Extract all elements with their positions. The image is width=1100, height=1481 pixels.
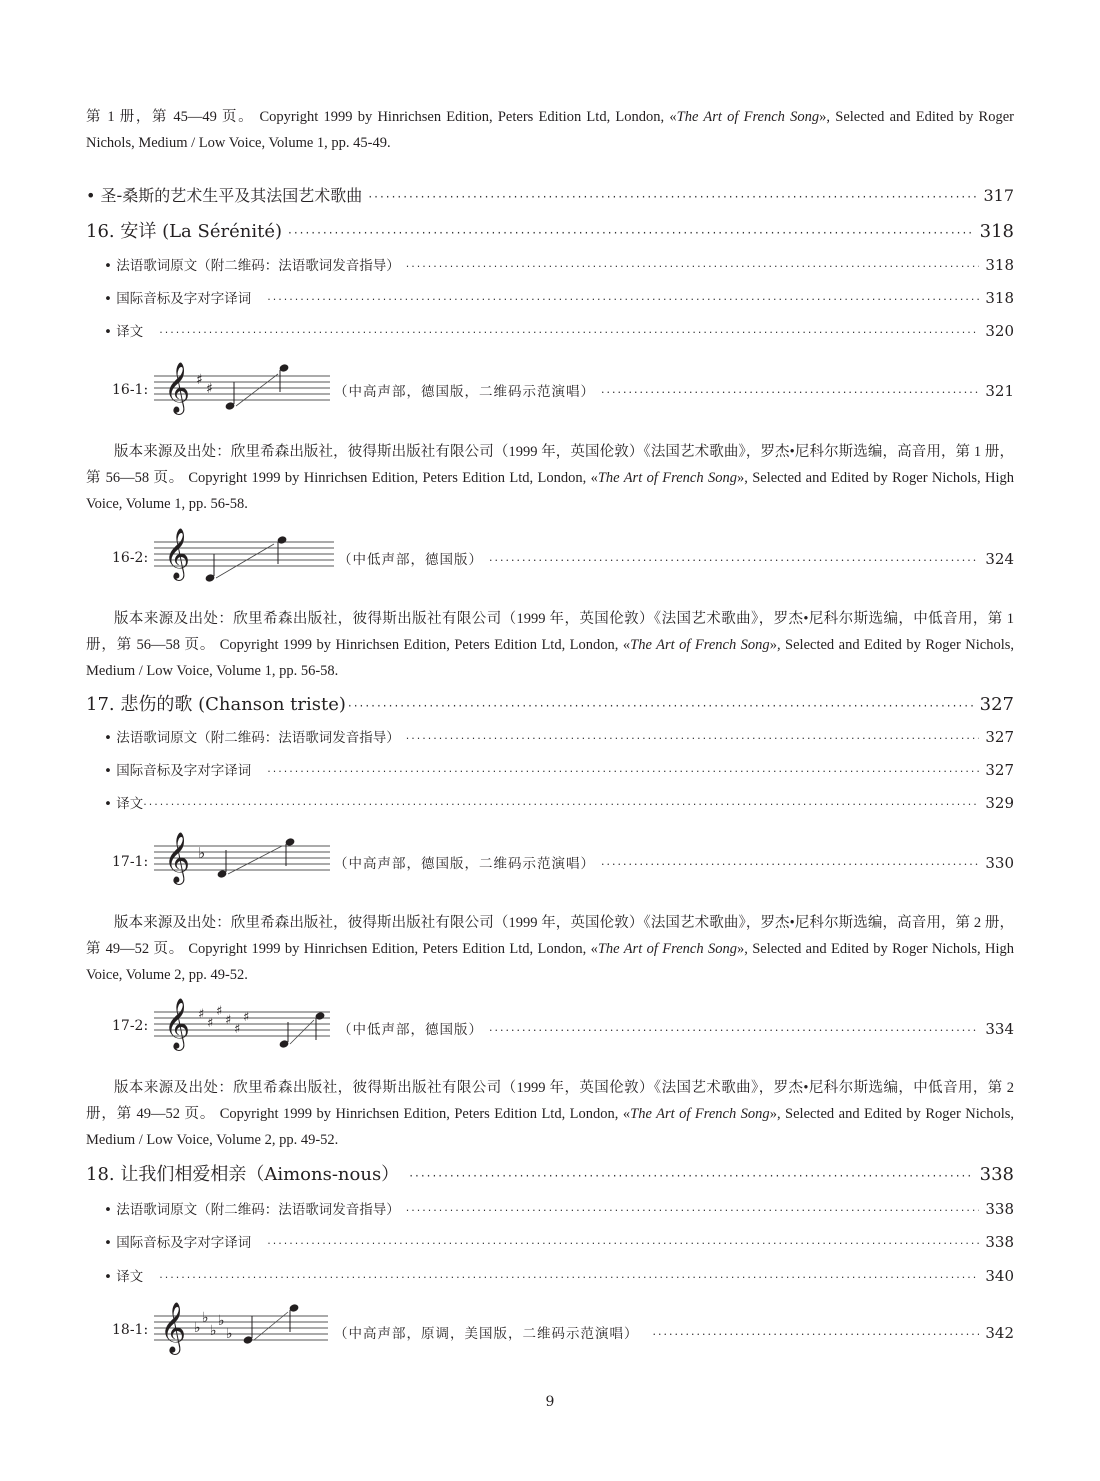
source-note-cn: 版本来源及出处：欣里希森出版社，彼得斯出版社有限公司（1999 年，英国伦敦）《法国艺术歌曲》，罗杰•尼科尔斯选编，高音用，第 2 册，第 49—52 页。 xyxy=(86,915,1014,957)
treble-clef-icon: 𝄞 xyxy=(164,362,191,413)
score-desc: （中高声部，原调，美国版，二维码示范演唱） xyxy=(334,1326,639,1342)
score-desc: （中低声部，德国版） xyxy=(338,552,483,568)
score-desc-row xyxy=(334,380,1014,400)
flat-icon: ♭ xyxy=(198,844,206,862)
flat-icon: ♭ xyxy=(226,1326,233,1342)
incipit-staff-16-2 xyxy=(154,522,334,588)
score-id: 17-2: xyxy=(112,1018,149,1034)
score-entry-17-1[interactable] xyxy=(112,828,1014,894)
incipit-staff-17-1 xyxy=(154,828,334,894)
sharp-icon: ♯ xyxy=(225,1013,232,1028)
toc-page-number: 324 xyxy=(985,550,1014,568)
leader-dots xyxy=(406,732,980,745)
toc-page-number: 342 xyxy=(985,1324,1014,1342)
toc-subitem[interactable] xyxy=(104,254,1014,274)
song-title: 16. 安详 (La Sérénité) xyxy=(86,221,282,242)
sharp-icon: ♯ xyxy=(196,372,203,388)
source-note-en: Copyright 1999 by Hinrichsen Edition, Peters Edition Ltd, London, « xyxy=(259,109,677,125)
subitem-label: • 法语歌词原文（附二维码：法语歌词发音指导） xyxy=(104,730,400,746)
incipit-staff-16-1 xyxy=(154,360,334,426)
source-note-book-title: The Art of French Song xyxy=(676,109,820,125)
subitem-label: • 国际音标及字对字译词 xyxy=(104,291,252,307)
source-note-en: Copyright 1999 by Hinrichsen Edition, Peters Edition Ltd, London, « xyxy=(188,941,598,957)
source-note-cn: 版本来源及出处：欣里希森出版社，彼得斯出版社有限公司（1999 年，英国伦敦）《法国艺术歌曲》，罗杰•尼科尔斯选编，高音用，第 1 册，第 56—58 页。 xyxy=(86,444,1014,486)
toc-page-number: 317 xyxy=(983,186,1014,205)
source-note-en: Copyright 1999 by Hinrichsen Edition, Peters Edition Ltd, London, « xyxy=(188,470,598,486)
toc-entry-saint-saens[interactable] xyxy=(86,183,1014,206)
leader-dots xyxy=(653,1328,980,1341)
score-desc: （中高声部，德国版，二维码示范演唱） xyxy=(334,384,595,400)
leader-dots xyxy=(601,386,979,399)
song-title: 18. 让我们相爱相亲（Aimons-nous） xyxy=(86,1164,400,1185)
toc-page-number: 334 xyxy=(985,1020,1014,1038)
toc-page-number: 338 xyxy=(985,1200,1014,1218)
treble-clef-icon: 𝄞 xyxy=(164,528,191,579)
leader-dots xyxy=(267,293,979,306)
score-desc-row xyxy=(334,1322,1014,1342)
source-note-cn: 版本来源及出处：欣里希森出版社，彼得斯出版社有限公司（1999 年，英国伦敦）《法国艺术歌曲》，罗杰•尼科尔斯选编，中低音用，第 1 册，第 56—58 页。 xyxy=(86,611,1014,653)
subitem-label: • 法语歌词原文（附二维码：法语歌词发音指导） xyxy=(104,1202,400,1218)
score-id: 16-2: xyxy=(112,550,149,566)
toc-page-number: 327 xyxy=(985,728,1014,746)
source-note-en-tail: », Selected and Edited by Roger Nichols, Medium / Low Voice, Volume 2, pp. 49-52. xyxy=(86,1106,1014,1148)
score-entry-17-2[interactable] xyxy=(112,994,1014,1060)
source-note-en-tail: », Selected and Edited by Roger Nichols, Medium / Low Voice, Volume 1, pp. 56-58. xyxy=(86,637,1014,679)
score-desc-row xyxy=(338,548,1014,568)
leader-dots xyxy=(601,858,979,871)
score-entry-18-1[interactable] xyxy=(112,1298,1014,1364)
score-entry-16-1[interactable] xyxy=(112,360,1014,426)
sharp-icon: ♯ xyxy=(243,1010,250,1025)
score-desc-row xyxy=(338,1018,1014,1038)
source-note-cn: 第 1 册，第 45—49 页。 xyxy=(86,109,255,125)
leader-dots xyxy=(348,699,974,713)
sharp-icon: ♯ xyxy=(198,1007,205,1022)
page-number: 9 xyxy=(545,1394,555,1410)
toc-subitem[interactable] xyxy=(104,320,1014,340)
sharp-icon: ♯ xyxy=(216,1004,223,1019)
source-note-book-title: The Art of French Song xyxy=(630,637,770,653)
sharp-icon: ♯ xyxy=(234,1022,241,1037)
toc-subitem[interactable] xyxy=(104,726,1014,746)
subitem-label: • 法语歌词原文（附二维码：法语歌词发音指导） xyxy=(104,258,400,274)
subitem-label: • 译文 xyxy=(104,324,144,340)
toc-page-number: 338 xyxy=(979,1164,1014,1185)
source-note xyxy=(86,606,1014,684)
interval-line xyxy=(216,544,274,578)
toc-song-18[interactable] xyxy=(86,1160,1014,1186)
source-note-en: Copyright 1999 by Hinrichsen Edition, Peters Edition Ltd, London, « xyxy=(219,637,631,653)
score-desc: （中低声部，德国版） xyxy=(338,1022,483,1038)
flat-icon: ♭ xyxy=(218,1313,225,1329)
toc-page-number: 329 xyxy=(985,794,1014,812)
toc-subitem[interactable] xyxy=(104,287,1014,307)
score-desc: （中高声部，德国版，二维码示范演唱） xyxy=(334,856,595,872)
leader-dots xyxy=(267,765,979,778)
source-note xyxy=(86,910,1014,988)
source-note-en-tail: », Selected and Edited by Roger Nichols, High Voice, Volume 1, pp. 56-58. xyxy=(86,470,1014,512)
toc-page-number: 318 xyxy=(985,256,1014,274)
flat-icon: ♭ xyxy=(202,1310,209,1326)
source-note-en: Copyright 1999 by Hinrichsen Edition, Peters Edition Ltd, London, « xyxy=(219,1106,631,1122)
treble-clef-icon: 𝄞 xyxy=(164,832,191,883)
leader-dots xyxy=(406,1204,980,1217)
toc-page-number: 340 xyxy=(985,1267,1014,1285)
toc-subitem[interactable] xyxy=(104,1265,1014,1285)
leader-dots xyxy=(489,1024,979,1037)
toc-page-number: 338 xyxy=(985,1233,1014,1251)
song-title: 17. 悲伤的歌 (Chanson triste) xyxy=(86,694,346,715)
leader-dots xyxy=(288,226,974,240)
leader-dots xyxy=(409,1169,973,1183)
toc-page-number: 327 xyxy=(979,694,1014,715)
toc-page-number: 327 xyxy=(985,761,1014,779)
source-note-cn: 版本来源及出处：欣里希森出版社，彼得斯出版社有限公司（1999 年，英国伦敦）《法国艺术歌曲》，罗杰•尼科尔斯选编，中低音用，第 2 册，第 49—52 页。 xyxy=(86,1080,1014,1122)
toc-page-number: 330 xyxy=(985,854,1014,872)
incipit-staff-17-2 xyxy=(154,994,334,1060)
flat-icon: ♭ xyxy=(210,1323,217,1339)
leader-dots xyxy=(159,326,979,339)
leader-dots xyxy=(267,1237,979,1250)
subitem-label: • 译文 xyxy=(104,1269,144,1285)
sharp-icon: ♯ xyxy=(207,1016,214,1031)
toc-page-number: 318 xyxy=(979,221,1014,242)
source-note-book-title: The Art of French Song xyxy=(630,1106,770,1122)
toc-song-16[interactable] xyxy=(86,217,1014,243)
score-desc-row xyxy=(334,852,1014,872)
source-note-en-tail: », Selected and Edited by Roger Nichols, Medium / Low Voice, Volume 1, pp. 45-49. xyxy=(86,109,1014,151)
source-note-en-tail: », Selected and Edited by Roger Nichols, High Voice, Volume 2, pp. 49-52. xyxy=(86,941,1014,983)
toc-subitem[interactable] xyxy=(104,759,1014,779)
score-id: 17-1: xyxy=(112,854,149,870)
leader-dots xyxy=(143,798,979,811)
leader-dots xyxy=(368,190,977,204)
source-note-top xyxy=(86,104,1014,156)
toc-subitem[interactable] xyxy=(104,792,1014,812)
toc-subitem[interactable] xyxy=(104,1198,1014,1218)
toc-song-17[interactable] xyxy=(86,690,1014,716)
interval-line xyxy=(236,374,278,406)
subitem-label: • 国际音标及字对字译词 xyxy=(104,763,252,779)
subitem-label: • 国际音标及字对字译词 xyxy=(104,1235,252,1251)
toc-page-number: 318 xyxy=(985,289,1014,307)
toc-subitem[interactable] xyxy=(104,1231,1014,1251)
toc-entry-label: • 圣-桑斯的艺术生平及其法国艺术歌曲 xyxy=(86,186,363,205)
incipit-staff-18-1 xyxy=(154,1298,334,1364)
leader-dots xyxy=(489,554,979,567)
leader-dots xyxy=(406,260,980,273)
leader-dots xyxy=(159,1271,979,1284)
sharp-icon: ♯ xyxy=(206,381,213,397)
source-note-book-title: The Art of French Song xyxy=(597,470,737,486)
toc-page-number: 321 xyxy=(985,382,1014,400)
toc-page-number: 320 xyxy=(985,322,1014,340)
treble-clef-icon: 𝄞 xyxy=(160,1302,187,1353)
flat-icon: ♭ xyxy=(194,1320,201,1336)
subitem-label: • 译文 xyxy=(104,796,144,812)
score-entry-16-2[interactable] xyxy=(112,522,1014,588)
score-id: 18-1: xyxy=(112,1322,149,1338)
source-note xyxy=(86,439,1014,517)
source-note xyxy=(86,1075,1014,1153)
score-id: 16-1: xyxy=(112,382,149,398)
source-note-book-title: The Art of French Song xyxy=(597,941,737,957)
treble-clef-icon: 𝄞 xyxy=(164,998,191,1049)
